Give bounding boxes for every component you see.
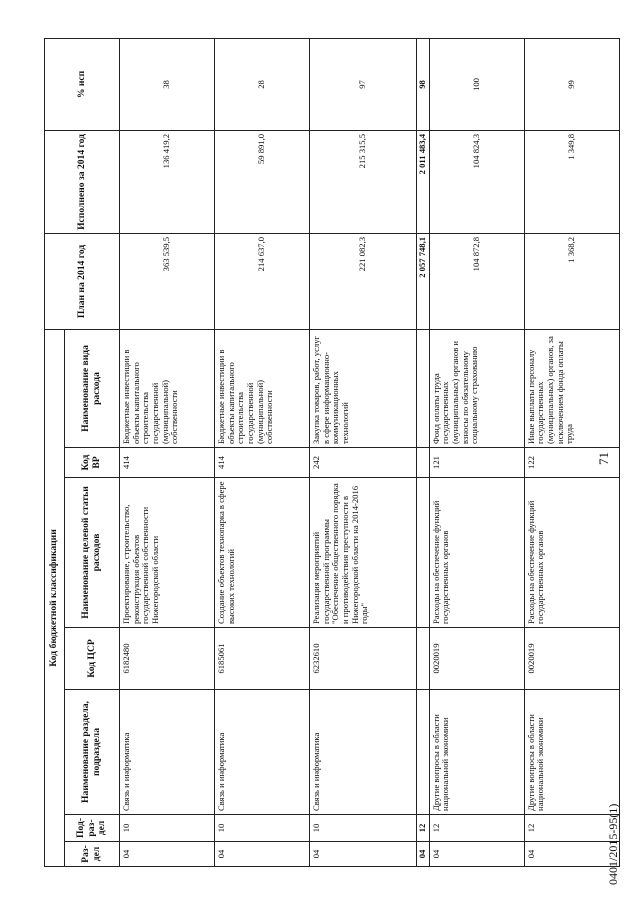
name-razdel-cell: Другие вопросы в области национальной экономики bbox=[429, 690, 524, 815]
name-razdel-cell: Связь и информатика bbox=[215, 690, 310, 815]
vr-cell bbox=[417, 448, 430, 478]
percent-cell: 38 bbox=[120, 38, 215, 130]
name-vr-cell bbox=[417, 329, 430, 447]
csr-cell: 6232610 bbox=[310, 628, 417, 690]
plan-cell: 104 872,8 bbox=[429, 233, 524, 329]
podrazdel-cell: 12 bbox=[417, 815, 430, 842]
name-csr-cell: Проектирование, строительство, реконструкция объектов государственной собственности Нижегородской области bbox=[120, 478, 215, 628]
podrazdel-cell: 10 bbox=[215, 815, 310, 842]
fact-cell: 136 419,2 bbox=[120, 130, 215, 233]
csr-header: Код ЦСР bbox=[65, 628, 120, 690]
vr-cell: 414 bbox=[215, 448, 310, 478]
vr-cell: 121 bbox=[429, 448, 524, 478]
name-razdel-cell bbox=[417, 690, 430, 815]
vr-cell: 414 bbox=[120, 448, 215, 478]
table-row bbox=[120, 38, 215, 866]
name-vr-header: Наименование вида расхода bbox=[65, 329, 120, 447]
razdel-cell: 04 bbox=[524, 842, 619, 867]
table-row bbox=[310, 38, 417, 866]
plan-header: План на 2014 год bbox=[45, 233, 120, 329]
name-razdel-cell: Другие вопросы в области национальной экономики bbox=[524, 690, 619, 815]
page-number: 71 bbox=[596, 452, 611, 465]
name-vr-cell: Бюджетные инвестиции в объекты капитального строительства государственной (муниципальной) собственности bbox=[215, 329, 310, 447]
fact-cell: 104 824,3 bbox=[429, 130, 524, 233]
percent-cell: 99 bbox=[524, 38, 619, 130]
podrazdel-header: Под-раз-дел bbox=[65, 815, 120, 842]
razdel-cell: 04 bbox=[215, 842, 310, 867]
csr-cell: 0020019 bbox=[524, 628, 619, 690]
percent-cell: 97 bbox=[310, 38, 417, 130]
fact-cell: 2 011 483,4 bbox=[417, 130, 430, 233]
percent-cell: 100 bbox=[429, 38, 524, 130]
podrazdel-cell: 10 bbox=[310, 815, 417, 842]
fact-cell: 1 349,8 bbox=[524, 130, 619, 233]
plan-cell: 214 637,0 bbox=[215, 233, 310, 329]
name-vr-cell: Фонд оплаты труда государственных (муниципальных) органов и взносы по обязательному социальному страхованию bbox=[429, 329, 524, 447]
podrazdel-cell: 10 bbox=[120, 815, 215, 842]
name-csr-cell: Расходы на обеспечение функций государственных органов bbox=[429, 478, 524, 628]
razdel-cell: 04 bbox=[429, 842, 524, 867]
name-csr-cell: Реализация мероприятий государственной программы "Обеспечение общественного порядка и противодействия преступности в Нижегородской области на 2014-2016 годы" bbox=[310, 478, 417, 628]
name-csr-header: Наименование целевой статьи расходов bbox=[65, 478, 120, 628]
name-vr-cell: Бюджетные инвестиции в объекты капитального строительства государственной (муниципальной) собственности bbox=[120, 329, 215, 447]
podrazdel-cell: 12 bbox=[524, 815, 619, 842]
fact-cell: 59 891,0 bbox=[215, 130, 310, 233]
razdel-cell: 04 bbox=[310, 842, 417, 867]
name-vr-cell: Закупка товаров, работ, услуг в сфере информационно-коммуникационных технологий bbox=[310, 329, 417, 447]
razdel-cell: 04 bbox=[120, 842, 215, 867]
name-razdel-header: Наименование раздела, подраздела bbox=[65, 690, 120, 815]
csr-cell: 6182480 bbox=[120, 628, 215, 690]
name-csr-cell bbox=[417, 478, 430, 628]
fact-cell: 215 315,5 bbox=[310, 130, 417, 233]
plan-cell: 221 082,3 bbox=[310, 233, 417, 329]
table-row bbox=[524, 38, 619, 866]
name-razdel-cell: Связь и информатика bbox=[120, 690, 215, 815]
podrazdel-cell: 12 bbox=[429, 815, 524, 842]
vr-cell: 122 bbox=[524, 448, 619, 478]
razdel-cell: 04 bbox=[417, 842, 430, 867]
csr-cell bbox=[417, 628, 430, 690]
subtotal-row bbox=[417, 38, 430, 866]
plan-cell: 1 368,2 bbox=[524, 233, 619, 329]
budget-classification-header: Код бюджетной классификации bbox=[45, 329, 65, 866]
table-row bbox=[429, 38, 524, 866]
name-razdel-cell: Связь и информатика bbox=[310, 690, 417, 815]
percent-cell: 98 bbox=[417, 38, 430, 130]
budget-table bbox=[44, 38, 620, 867]
plan-cell: 2 057 748,1 bbox=[417, 233, 430, 329]
plan-cell: 363 539,5 bbox=[120, 233, 215, 329]
vr-cell: 242 bbox=[310, 448, 417, 478]
name-vr-cell: Иные выплаты персоналу государственных (муниципальных) органов, за исключением фонда оплаты труда bbox=[524, 329, 619, 447]
razdel-header: Раз-дел bbox=[65, 842, 120, 867]
percent-header: % исп bbox=[45, 38, 120, 130]
document-id: 0401/2015-95(1) bbox=[606, 803, 620, 885]
table-row bbox=[215, 38, 310, 866]
name-csr-cell: Расходы на обеспечение функций государственных органов bbox=[524, 478, 619, 628]
vr-header: Код ВР bbox=[65, 448, 120, 478]
csr-cell: 6185061 bbox=[215, 628, 310, 690]
percent-cell: 28 bbox=[215, 38, 310, 130]
name-csr-cell: Создание объектов технопарка в сфере высоких технологий bbox=[215, 478, 310, 628]
fact-header: Исполнено за 2014 год bbox=[45, 130, 120, 233]
csr-cell: 0020019 bbox=[429, 628, 524, 690]
